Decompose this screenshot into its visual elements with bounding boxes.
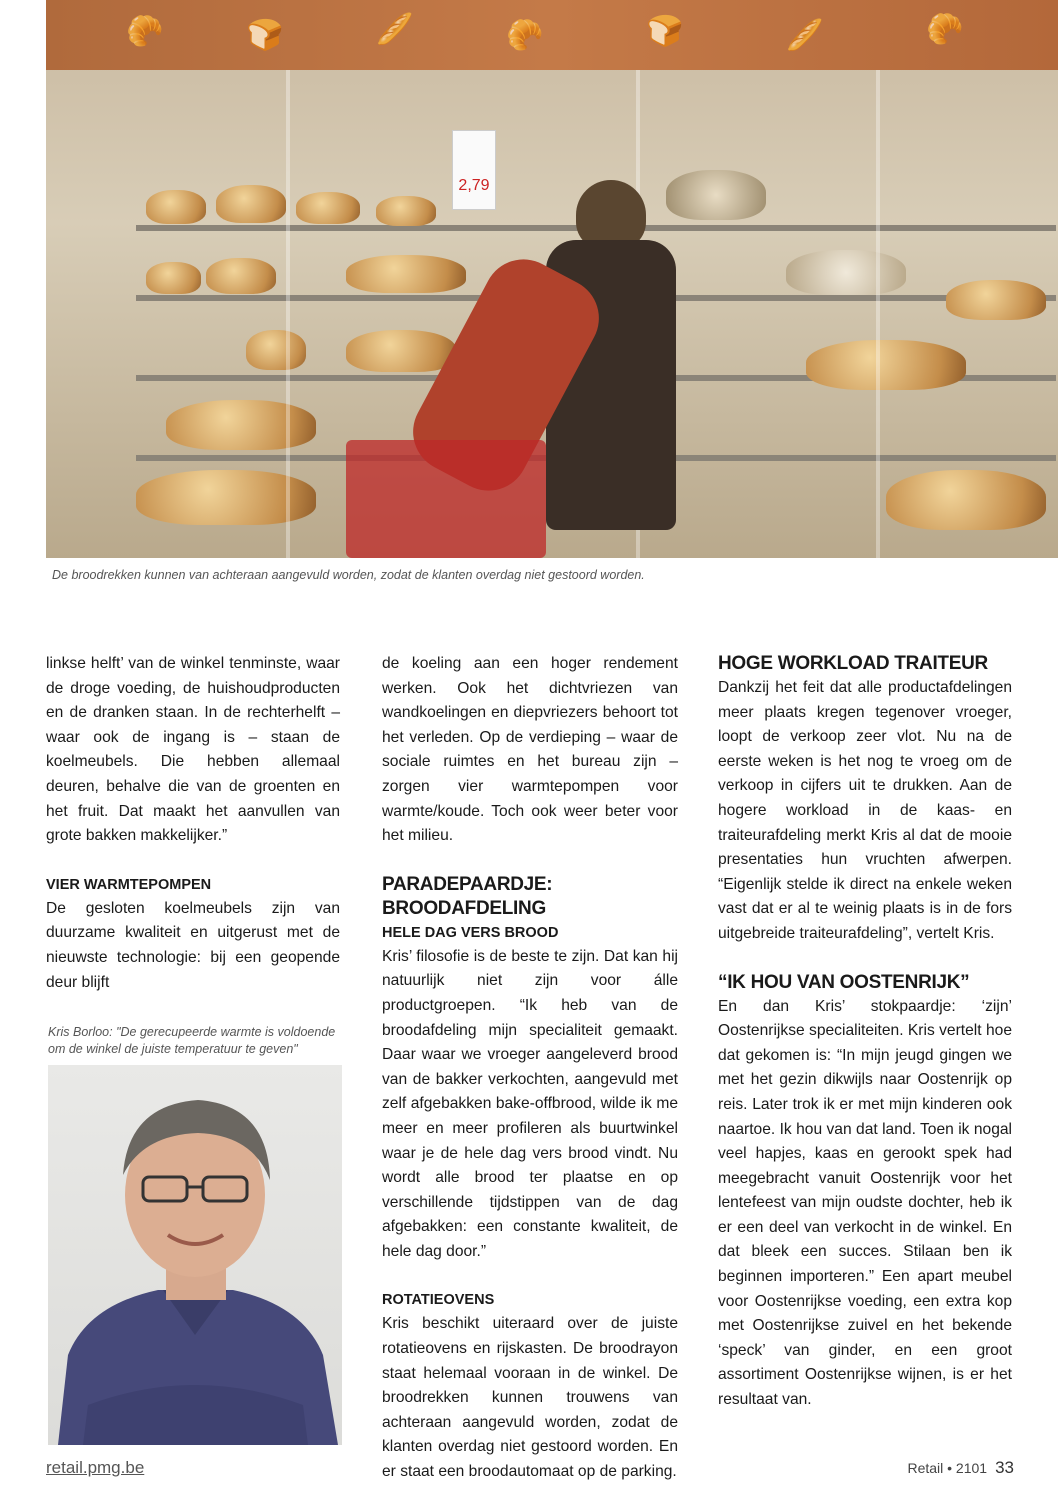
col3-heading-oostenrijk: “IK HOU VAN OOSTENRIJK” xyxy=(718,971,970,993)
col3-heading-hoge-workload: HOGE WORKLOAD TRAITEUR xyxy=(718,653,988,674)
footer-magazine-info xyxy=(907,1458,1014,1478)
column-3 xyxy=(718,652,1012,1413)
col2-paragraph-2: Kris’ filosofie is de beste te zijn. Dat kan hij natuurlijk niet zijn voor álle productgroepen. “Ik heb van de broodafdeling mijn specialiteit gemaakt. Daar waar we vroeger aangeleverd brood van de bakker verkochten, aangevuld met zelf afgebakken bake-offbrood, wilde ik me meer en meer profileren als buurtwinkel waar je de hele dag vers brood vindt. Nu wordt alle brood ter plaatse en op verschillende tijdstippen van de dag afgebakken: een constante kwaliteit, de hele dag door.” xyxy=(382,947,678,1260)
col2-paragraph-3: Kris beschikt uiteraard over de juiste rotatieovens en rijskasten. De broodrayon staat helemaal vooraan in de winkel. De broodrekken kunnen trouwens van achteraan aangevuld worden, zodat de klanten overdag niet gestoord worden. En er staat een broodautomaat op de parking. xyxy=(382,1315,678,1481)
page-number: 33 xyxy=(995,1458,1014,1477)
portrait-caption: Kris Borloo: "De gerecupeerde warmte is voldoende om de winkel de juiste temperatuur te geven" xyxy=(48,1025,336,1056)
col1-paragraph-1: linkse helft’ van de winkel tenminste, waar de droge voeding, de huishoudproducten en de dranken staan. In de rechterhelft – waar ook de ingang is – staan de koelmeubels. Die hebben allemaal deuren, behalve die van de groenten en het fruit. Dat maakt het aanvullen van grote bakken makkelijker.” xyxy=(46,655,340,845)
footer-magazine-name: Retail • 2101 xyxy=(907,1460,988,1476)
col1-heading-vier-warmtepompen: VIER WARMTEPOMPEN xyxy=(46,876,212,893)
shopping-cart xyxy=(346,440,546,558)
footer-site-link[interactable]: retail.pmg.be xyxy=(46,1458,145,1477)
column-2 xyxy=(382,652,678,1485)
col2-subheading-hele-dag-vers-brood: HELE DAG VERS BROOD xyxy=(382,924,559,941)
col1-paragraph-2: De gesloten koelmeubels zijn van duurzame kwaliteit en uitgerust met de nieuwste technologie: bij een geopende deur blijft xyxy=(46,899,340,991)
price-tag: 2,79 xyxy=(452,130,496,210)
portrait-photo xyxy=(48,1065,342,1445)
col3-paragraph-2: En dan Kris’ stokpaardje: ‘zijn’ Oostenrijkse specialiteiten. Kris vertelt hoe dat gekomen is: “In mijn jeugd gingen we met het gezin dikwijls naar Oostenrijk op reis. Later trok ik er met mijn kinderen ook naartoe. Ik hou van dat land. Toen ik nogal veel hapjes, kaas en gerookt spek had meegebracht vanuit Oostenrijk voor het lentefeest van mijn oudste dochter, heb ik er een deel van verkocht in de winkel. En dat bleek een succes. Stilaan ben ik beginnen importeren.” Een apart meubel voor Oostenrijkse voeding, een extra kop met Oostenrijkse zuivel en het bekende ‘speck’ van ginder, en een groot assortiment Oostenrijkse wijnen, is er het resultaat van. xyxy=(718,997,1012,1409)
bakery-photo xyxy=(46,0,1058,558)
column-1 xyxy=(46,652,340,995)
col2-paragraph-1: de koeling aan een hoger rendement werken. Ook het dichtvriezen van wandkoelingen en diepvriezers behoort tot het verleden. Op de verdieping – waar de sociale ruimtes en het bureau zijn – zorgen vier warmtepompen voor warmte/koude. Toch ook weer beter voor het milieu. xyxy=(382,655,678,845)
bakery-banner: 🥐 🍞 🥖 🥐 🍞 🥖 🥐 xyxy=(46,0,1058,70)
col3-paragraph-1: Dankzij het feit dat alle productafdelingen meer plaats kregen tegenover vroeger, loopt de verkoop zeer vlot. Nu na de eerste weken is het nog te vroeg om de verkoop in cijfers uit te drukken. Aan de hogere workload in de kaas- en traiteurafdeling merkt Kris al dat de mooie presentaties hun vruchten afwerpen. “Eigenlijk stelde ik direct na enkele weken vast dat er al te weinig plaats is in de fors uitgebreide traiteurafdeling”, vertelt Kris. xyxy=(718,679,1012,942)
photo-caption: De broodrekken kunnen van achteraan aangevuld worden, zodat de klanten overdag niet gestoord worden. xyxy=(52,568,645,582)
col2-heading-paradepaardje: PARADEPAARDJE: BROODAFDELING xyxy=(382,873,553,919)
col2-heading-rotatieovens: ROTATIEOVENS xyxy=(382,1292,495,1309)
